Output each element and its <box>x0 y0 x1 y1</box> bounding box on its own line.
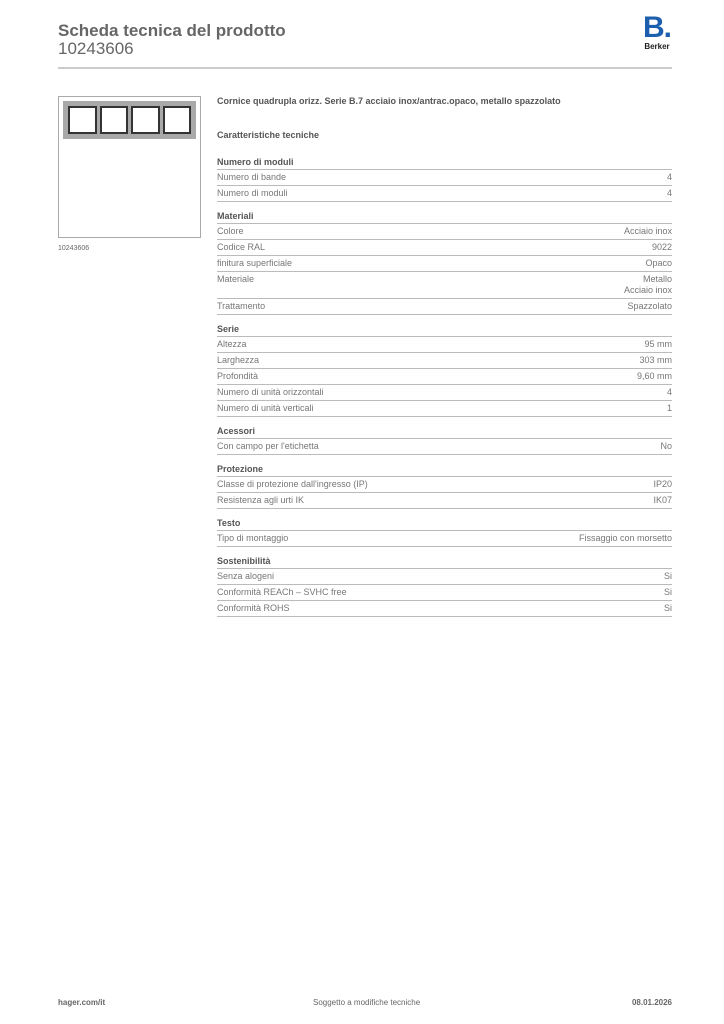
spec-row <box>217 256 672 272</box>
spec-value <box>667 403 672 414</box>
spec-row <box>217 401 672 417</box>
spec-label: Numero di bande <box>217 172 287 182</box>
spec-row <box>217 240 672 256</box>
product-description: Cornice quadrupla orizz. Serie B.7 acciaio inox/antrac.opaco, metallo spazzolato <box>217 96 561 106</box>
section-heading: Materiali <box>217 211 672 224</box>
spec-value-line: 9,60 mm <box>636 371 672 381</box>
spec-value <box>667 188 672 199</box>
spec-value-line: Si <box>663 603 672 613</box>
spec-label: Conformità ROHS <box>217 603 290 613</box>
spec-value-line: Metallo <box>642 274 672 284</box>
spec-label: Colore <box>217 226 244 236</box>
footer-website[interactable]: hager.com/it <box>58 998 106 1007</box>
spec-label: Trattamento <box>217 301 266 311</box>
spec-value <box>637 371 672 382</box>
section-heading: Protezione <box>217 464 672 477</box>
spec-label: Profondità <box>217 371 259 381</box>
spec-row <box>217 477 672 493</box>
spec-row <box>217 299 672 315</box>
spec-value <box>624 226 672 237</box>
spec-value-line: 9022 <box>651 242 672 252</box>
section-heading: Numero di moduli <box>217 157 672 170</box>
spec-label: Resistenza agli urti IK <box>217 495 305 505</box>
spec-row <box>217 585 672 601</box>
spec-label: Con campo per l'etichetta <box>217 441 319 451</box>
characteristics-title: Caratteristiche tecniche <box>217 130 320 140</box>
spec-label: Codice RAL <box>217 242 266 252</box>
spec-value <box>627 301 672 312</box>
spec-value-line: Spazzolato <box>627 301 672 311</box>
spec-value <box>639 355 672 366</box>
spec-value <box>664 603 672 614</box>
spec-label: Tipo di montaggio <box>217 533 289 543</box>
footer-note: Soggetto a modifiche tecniche <box>313 998 421 1007</box>
product-code: 10243606 <box>58 39 134 58</box>
footer-date: 08.01.2026 <box>631 998 672 1007</box>
spec-label: Altezza <box>217 339 247 349</box>
spec-row <box>217 353 672 369</box>
spec-value <box>660 441 672 452</box>
spec-value <box>579 533 672 544</box>
spec-value-line: Fissaggio con morsetto <box>578 533 672 543</box>
logo-mark: B. <box>643 11 671 44</box>
page-title: Scheda tecnica del prodotto <box>58 21 286 40</box>
spec-label: Senza alogeni <box>217 571 275 581</box>
spec-value-line: 303 mm <box>639 355 672 365</box>
spec-sections <box>217 157 672 617</box>
spec-row <box>217 272 672 299</box>
spec-label: Numero di moduli <box>217 188 288 198</box>
spec-value <box>645 258 672 269</box>
spec-value <box>644 339 672 350</box>
spec-value-line: 95 mm <box>644 339 672 349</box>
section-heading: Testo <box>217 518 672 531</box>
spec-row <box>217 369 672 385</box>
spec-value-line: Si <box>663 587 672 597</box>
spec-row <box>217 186 672 202</box>
spec-value <box>667 387 672 398</box>
section-heading: Acessori <box>217 426 672 439</box>
spec-value-line: 4 <box>666 387 672 397</box>
spec-value-line: IK07 <box>653 495 672 505</box>
spec-value <box>653 479 672 490</box>
spec-value-line: Acciaio inox <box>623 285 672 295</box>
spec-row <box>217 337 672 353</box>
section-heading: Sostenibilità <box>217 556 672 569</box>
spec-row <box>217 385 672 401</box>
spec-value <box>624 274 672 296</box>
berker-logo <box>640 11 674 51</box>
spec-label: finitura superficiale <box>217 258 293 268</box>
spec-value-line: 4 <box>666 188 672 198</box>
frame-illustration <box>63 101 196 139</box>
spec-value <box>667 172 672 183</box>
section-heading: Serie <box>217 324 672 337</box>
spec-value-line: Acciaio inox <box>623 226 672 236</box>
spec-row <box>217 569 672 585</box>
spec-label: Numero di unità orizzontali <box>217 387 324 397</box>
spec-row <box>217 601 672 617</box>
spec-value-line: 4 <box>666 172 672 182</box>
spec-value <box>664 571 672 582</box>
spec-row <box>217 224 672 240</box>
spec-label: Numero di unità verticali <box>217 403 314 413</box>
spec-row <box>217 493 672 509</box>
logo-name: Berker <box>644 42 670 51</box>
spec-value <box>652 242 672 253</box>
spec-row <box>217 170 672 186</box>
spec-label: Materiale <box>217 274 255 284</box>
spec-value-line: 1 <box>666 403 672 413</box>
spec-value <box>653 495 672 506</box>
image-caption: 10243606 <box>58 245 90 252</box>
spec-value <box>664 587 672 598</box>
spec-row <box>217 531 672 547</box>
product-image <box>58 96 201 238</box>
spec-label: Classe di protezione dall'ingresso (IP) <box>217 479 368 489</box>
header-divider <box>58 67 672 69</box>
spec-label: Conformità REACh – SVHC free <box>217 587 347 597</box>
spec-content <box>217 96 672 617</box>
spec-value-line: Opaco <box>645 258 672 268</box>
spec-label: Larghezza <box>217 355 260 365</box>
spec-value-line: IP20 <box>653 479 672 489</box>
spec-row <box>217 439 672 455</box>
spec-value-line: No <box>660 441 672 451</box>
spec-value-line: Si <box>663 571 672 581</box>
